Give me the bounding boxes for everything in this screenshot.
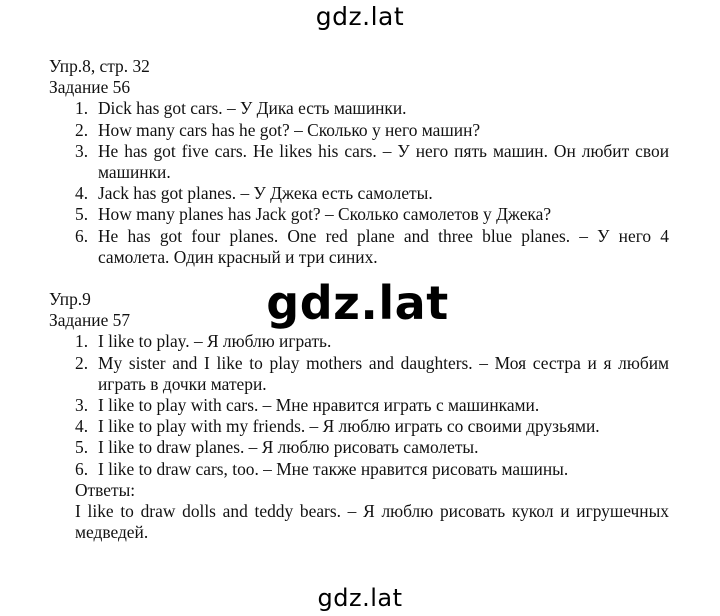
- list-item: [49, 204, 669, 225]
- list-item: [49, 437, 669, 458]
- list-item: [49, 98, 669, 119]
- list-item: [49, 331, 669, 352]
- item-text: He has got four planes. One red plane and three blue planes. – У него 4 самолета. Один красный и три синих.: [98, 225, 669, 267]
- item-number: 4.: [75, 416, 89, 437]
- watermark-top: gdz.lat: [315, 2, 405, 31]
- item-text: I like to play with cars. – Мне нравится играть с машинками.: [98, 395, 540, 416]
- section1-title: Упр.8, стр. 32: [49, 56, 150, 76]
- watermark-middle: gdz.lat: [266, 276, 449, 330]
- item-number: 3.: [75, 140, 89, 161]
- section2-list: [49, 331, 669, 479]
- item-text: I like to draw cars, too. – Мне также нравится рисовать машины.: [98, 458, 569, 479]
- item-text: Dick has got cars. – У Дика есть машинки.: [98, 98, 407, 119]
- section2-task: Задание 57: [49, 310, 131, 331]
- item-number: 1.: [75, 98, 89, 119]
- section1-task: Задание 56: [49, 77, 131, 98]
- watermark-bottom: gdz.lat: [317, 584, 403, 612]
- document-body: [49, 56, 669, 543]
- list-item: [49, 120, 669, 141]
- list-item: [49, 459, 669, 480]
- item-text: I like to play with my friends. – Я люблю играть со своими друзьями.: [98, 416, 600, 437]
- answer-text: I like to draw dolls and teddy bears. – Я люблю рисовать кукол и игрушечных медведей.: [75, 501, 669, 543]
- item-number: 2.: [75, 352, 89, 373]
- list-item: [49, 416, 669, 437]
- item-text: How many cars has he got? – Сколько у него машин?: [98, 119, 481, 140]
- list-item: [49, 183, 669, 204]
- list-item: [49, 226, 669, 268]
- item-number: 4.: [75, 183, 89, 204]
- item-text: I like to play. – Я люблю играть.: [98, 331, 332, 352]
- answers-label: Ответы:: [75, 479, 136, 500]
- item-number: 6.: [75, 225, 89, 246]
- section1-list: [49, 98, 669, 268]
- item-text: He has got five cars. He likes his cars. – У него пять машин. Он любит свои машинки.: [98, 140, 669, 183]
- item-text: My sister and I like to play mothers and daughters. – Моя сестра и я любим играть в дочки матери.: [98, 352, 669, 394]
- item-number: 3.: [75, 395, 89, 416]
- list-item: [49, 353, 669, 395]
- item-text: Jack has got planes. – У Джека есть самолеты.: [98, 183, 433, 204]
- item-text: I like to draw planes. – Я люблю рисовать самолеты.: [98, 437, 479, 458]
- item-number: 5.: [75, 437, 89, 458]
- list-item: [49, 395, 669, 416]
- section2-title: Упр.9: [49, 289, 91, 310]
- item-number: 2.: [75, 119, 89, 140]
- item-number: 5.: [75, 204, 89, 225]
- item-text: How many planes has Jack got? – Сколько самолетов у Джека?: [98, 204, 552, 225]
- item-number: 6.: [75, 458, 89, 479]
- item-number: 1.: [75, 331, 89, 352]
- list-item: [49, 141, 669, 183]
